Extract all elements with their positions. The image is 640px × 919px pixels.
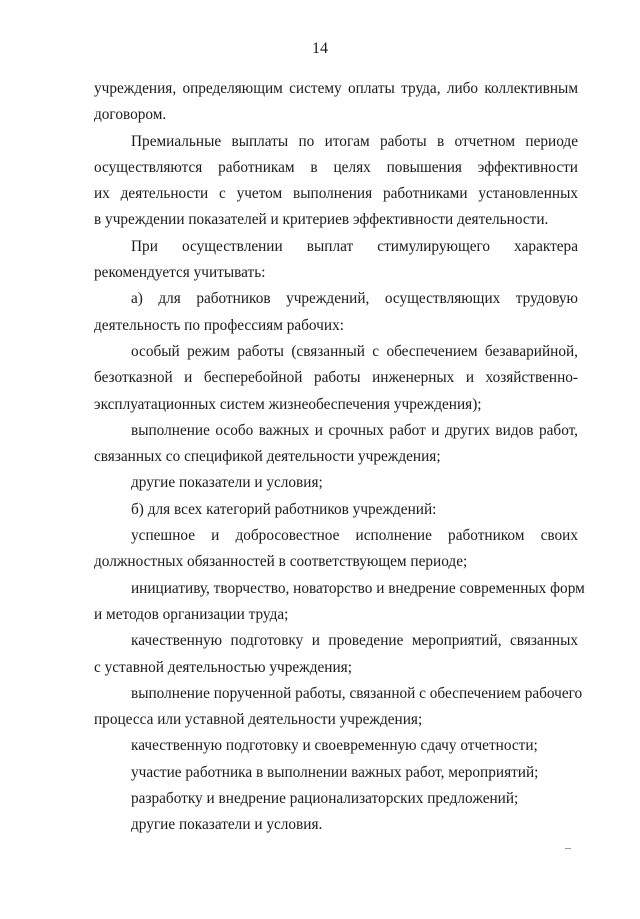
text-line: в учреждении показателей и критериев эффективности деятельности.	[94, 211, 549, 229]
list-item-b: б) для всех категорий работников учреждений:	[131, 500, 437, 518]
paragraph-start: Премиальные выплаты по итогам работы в отчетном периоде	[131, 132, 578, 150]
text-line: договором.	[94, 106, 167, 124]
text-line: эксплуатационных систем жизнеобеспечения учреждения);	[94, 395, 482, 413]
list-item: другие показатели и условия.	[131, 816, 323, 834]
text-line: учреждения, определяющим систему оплаты труда, либо коллективным	[94, 80, 578, 97]
text-line: связанных со спецификой деятельности учреждения;	[94, 448, 441, 466]
list-item: качественную подготовку и проведение мероприятий, связанных	[131, 632, 578, 650]
list-item: выполнение особо важных и срочных работ и других видов работ,	[131, 421, 578, 439]
list-item: инициативу, творчество, новаторство и внедрение современных форм	[131, 579, 585, 597]
text-line: осуществляются работникам в целях повышения эффективности	[94, 158, 578, 176]
text-line: с уставной деятельностью учреждения;	[94, 658, 352, 676]
text-line: деятельность по профессиям рабочих:	[94, 316, 344, 334]
text-line: их деятельности с учетом выполнения работниками установленных	[94, 185, 578, 203]
paragraph-start: При осуществлении выплат стимулирующего характера	[131, 237, 578, 255]
text-line: безотказной и бесперебойной работы инженерных и хозяйственно-	[94, 369, 578, 387]
list-item: особый режим работы (связанный с обеспечением безаварийной,	[131, 342, 578, 360]
list-item: успешное и добросовестное исполнение работником своих	[131, 527, 578, 545]
body-text	[94, 76, 585, 839]
text-line: должностных обязанностей в соответствующем периоде;	[94, 553, 468, 571]
scan-artifact	[565, 848, 571, 849]
text-line: процесса или уставной деятельности учреждения;	[94, 711, 423, 729]
page-number: 14	[312, 40, 328, 57]
list-item-a: а) для работников учреждений, осуществляющих трудовую	[131, 290, 578, 308]
list-item: качественную подготовку и своевременную сдачу отчетности;	[131, 737, 538, 755]
list-item: выполнение порученной работы, связанной с обеспечением рабочего	[131, 684, 583, 702]
list-item: разработку и внедрение рационализаторских предложений;	[131, 790, 519, 808]
text-line: рекомендуется учитывать:	[94, 264, 266, 282]
text-line: и методов организации труда;	[94, 605, 289, 623]
list-item: другие показатели и условия;	[131, 474, 323, 492]
list-item: участие работника в выполнении важных работ, мероприятий;	[131, 763, 539, 781]
